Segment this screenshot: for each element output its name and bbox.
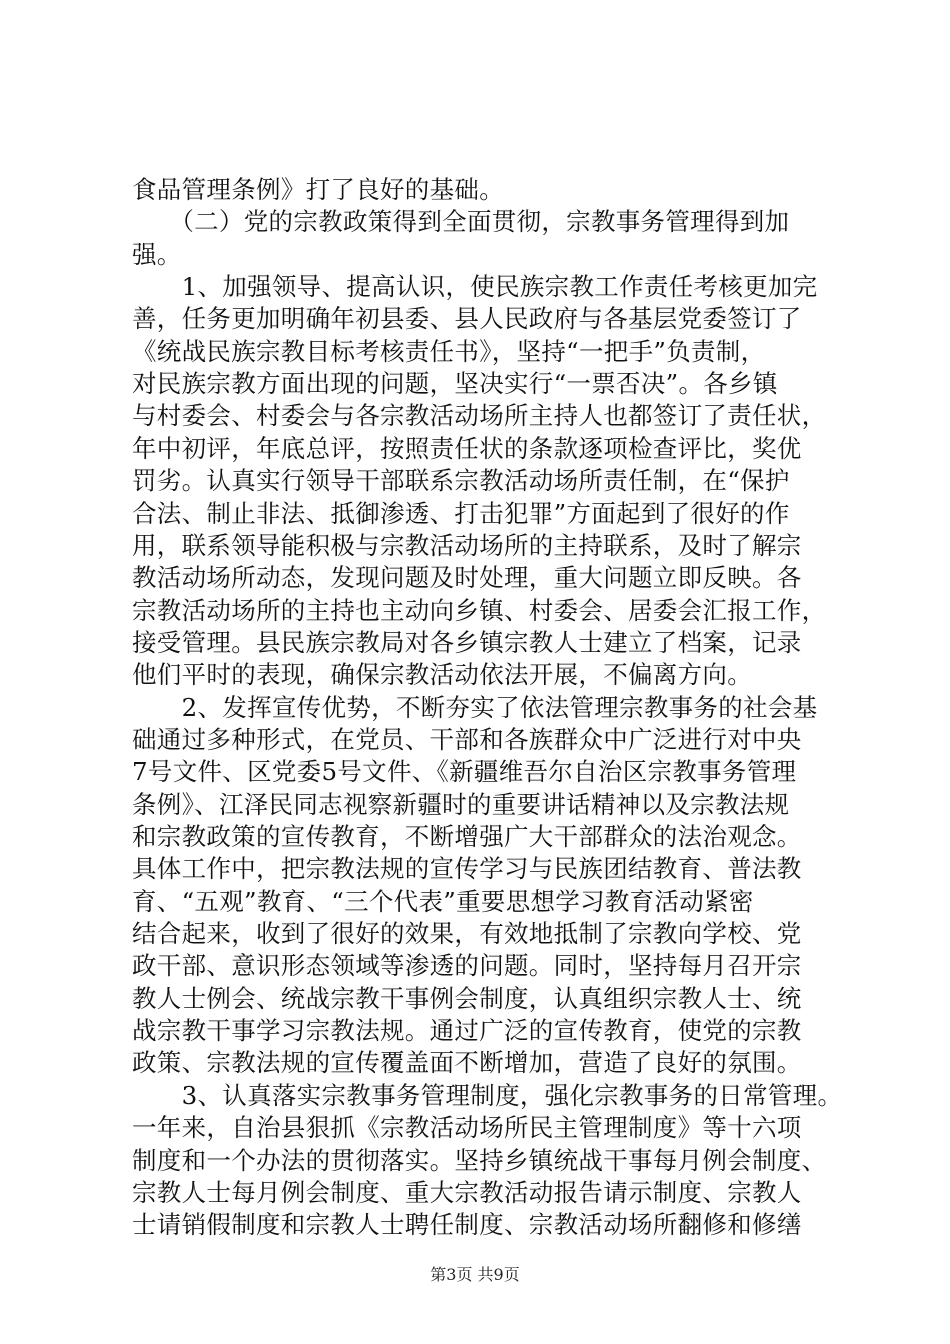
text-line: 础通过多种形式，在党员、干部和各族群众中广泛进行对中央 — [132, 724, 802, 754]
text-line: 罚劣。认真实行领导干部联系宗教活动场所责任制，在“保护 — [132, 466, 790, 496]
text-line: （二）党的宗教政策得到全面贯彻，宗教事务管理得到加 — [132, 207, 790, 237]
text-line: 士请销假制度和宗教人士聘任制度、宗教活动场所翻修和修缮 — [132, 1210, 802, 1240]
text-line: 制度和一个办法的贯彻落实。坚持乡镇统战干事每月例会制度、 — [132, 1145, 827, 1175]
text-line: 条例》、江泽民同志视察新疆时的重要讲话精神以及宗教法规 — [132, 789, 790, 819]
page-footer: 第3页 共9页 — [430, 1265, 520, 1284]
text-line: 7号文件、区党委5号文件、《新疆维吾尔自治区宗教事务管理 — [132, 757, 797, 787]
text-line: 教人士例会、统战宗教干事例会制度，认真组织宗教人士、统 — [132, 983, 802, 1013]
text-line: 宗教人士每月例会制度、重大宗教活动报告请示制度、宗教人 — [132, 1177, 802, 1207]
text-line: 用，联系领导能积极与宗教活动场所的主持联系，及时了解宗 — [132, 530, 802, 560]
text-line: 食品管理条例》打了良好的基础。 — [132, 175, 504, 204]
text-line: 《统战民族宗教目标考核责任书》，坚持“一把手”负责制， — [132, 336, 766, 366]
text-line: 善，任务更加明确年初县委、县人民政府与各基层党委签订了 — [132, 304, 802, 334]
text-line: 政干部、意识形态领域等渗透的问题。同时，坚持每月召开宗 — [132, 951, 802, 981]
text-line: 强。 — [132, 239, 182, 269]
text-line: 战宗教干事学习宗教法规。通过广泛的宣传教育，使党的宗教 — [132, 1016, 802, 1046]
text-line: 对民族宗教方面出现的问题，坚决实行“一票否决”。各乡镇 — [132, 369, 778, 399]
text-line: 他们平时的表现，确保宗教活动依法开展，不偏离方向。 — [132, 660, 752, 690]
text-line: 接受管理。县民族宗教局对各乡镇宗教人士建立了档案，记录 — [132, 627, 802, 657]
text-line: 宗教活动场所的主持也主动向乡镇、村委会、居委会汇报工作， — [132, 595, 827, 625]
text-line: 和宗教政策的宣传教育，不断增强广大干部群众的法治观念。 — [132, 822, 802, 851]
text-line: 教活动场所动态，发现问题及时处理，重大问题立即反映。各 — [132, 563, 802, 593]
text-line: 合法、制止非法、抵御渗透、打击犯罪”方面起到了很好的作 — [132, 498, 790, 528]
text-line: 与村委会、村委会与各宗教活动场所主持人也都签订了责任状， — [132, 401, 827, 431]
text-line: 育、“五观”教育、“三个代表”重要思想学习教育活动紧密 — [132, 886, 754, 916]
text-line: 政策、宗教法规的宣传覆盖面不断增加，营造了良好的氛围。 — [132, 1048, 802, 1078]
text-line: 2、发挥宣传优势，不断夯实了依法管理宗教事务的社会基 — [132, 692, 818, 722]
text-line: 结合起来，收到了很好的效果，有效地抵制了宗教向学校、党 — [132, 919, 802, 949]
text-line: 年中初评，年底总评，按照责任状的条款逐项检查评比，奖优 — [132, 433, 802, 463]
text-line: 1、加强领导、提高认识，使民族宗教工作责任考核更加完 — [132, 272, 818, 302]
text-line: 具体工作中，把宗教法规的宣传学习与民族团结教育、普法教 — [132, 854, 802, 884]
text-line: 3、认真落实宗教事务管理制度，强化宗教事务的日常管理。 — [132, 1080, 843, 1110]
text-line: 一年来，自治县狠抓《宗教活动场所民主管理制度》等十六项 — [132, 1113, 802, 1143]
